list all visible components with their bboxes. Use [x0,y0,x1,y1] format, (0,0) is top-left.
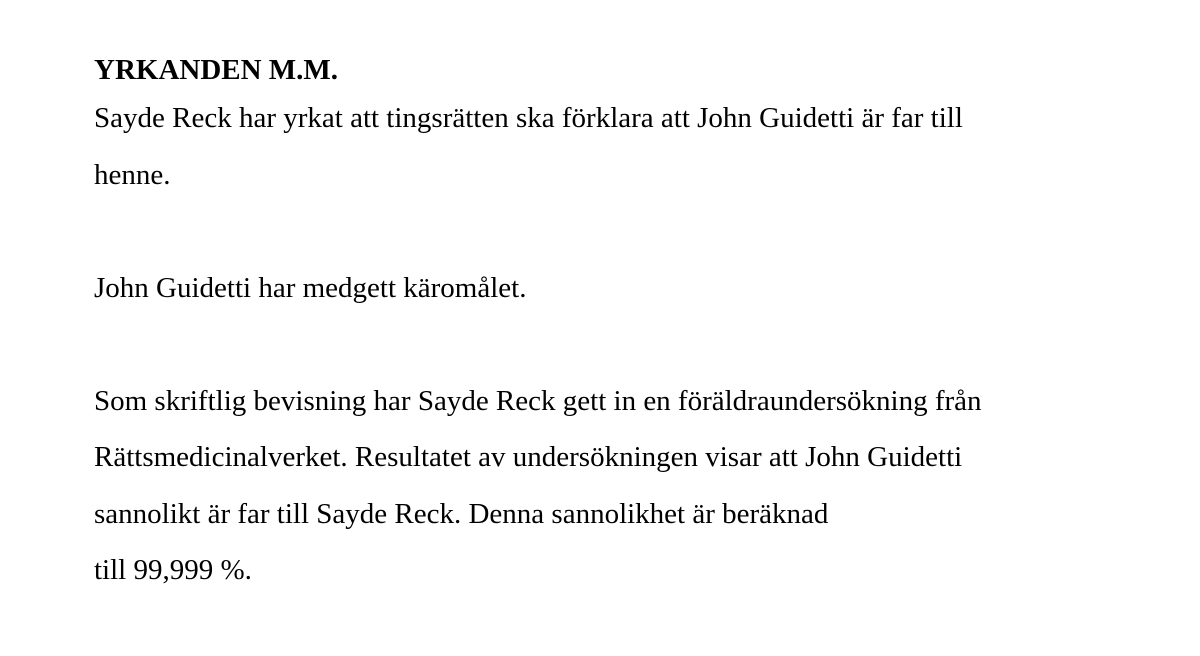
paragraph-spacer [94,316,1154,373]
document-page [94,50,1154,599]
paragraph-spacer [94,203,1154,260]
paragraph-admission [94,260,1154,317]
paragraph-line: Sayde Reck har yrkat att tingsrätten ska förklara att John Guidetti är far till [94,102,963,134]
paragraph-line: sannolikt är far till Sayde Reck. Denna sannolikhet är beräknad [94,497,829,530]
section-heading: YRKANDEN M.M. [94,54,339,86]
paragraph-line: Rättsmedicinalverket. Resultatet av undersökningen visar att John Guidetti [94,441,963,473]
paragraph-line: till 99,999 %. [94,554,252,586]
paragraph-line: John Guidetti har medgett käromålet. [94,271,527,304]
paragraph-evidence [94,373,1154,599]
paragraph-claim [94,90,1154,203]
paragraph-line: Som skriftlig bevisning har Sayde Reck gett in en föräldraundersökning från [94,384,982,417]
paragraph-line: henne. [94,158,171,191]
